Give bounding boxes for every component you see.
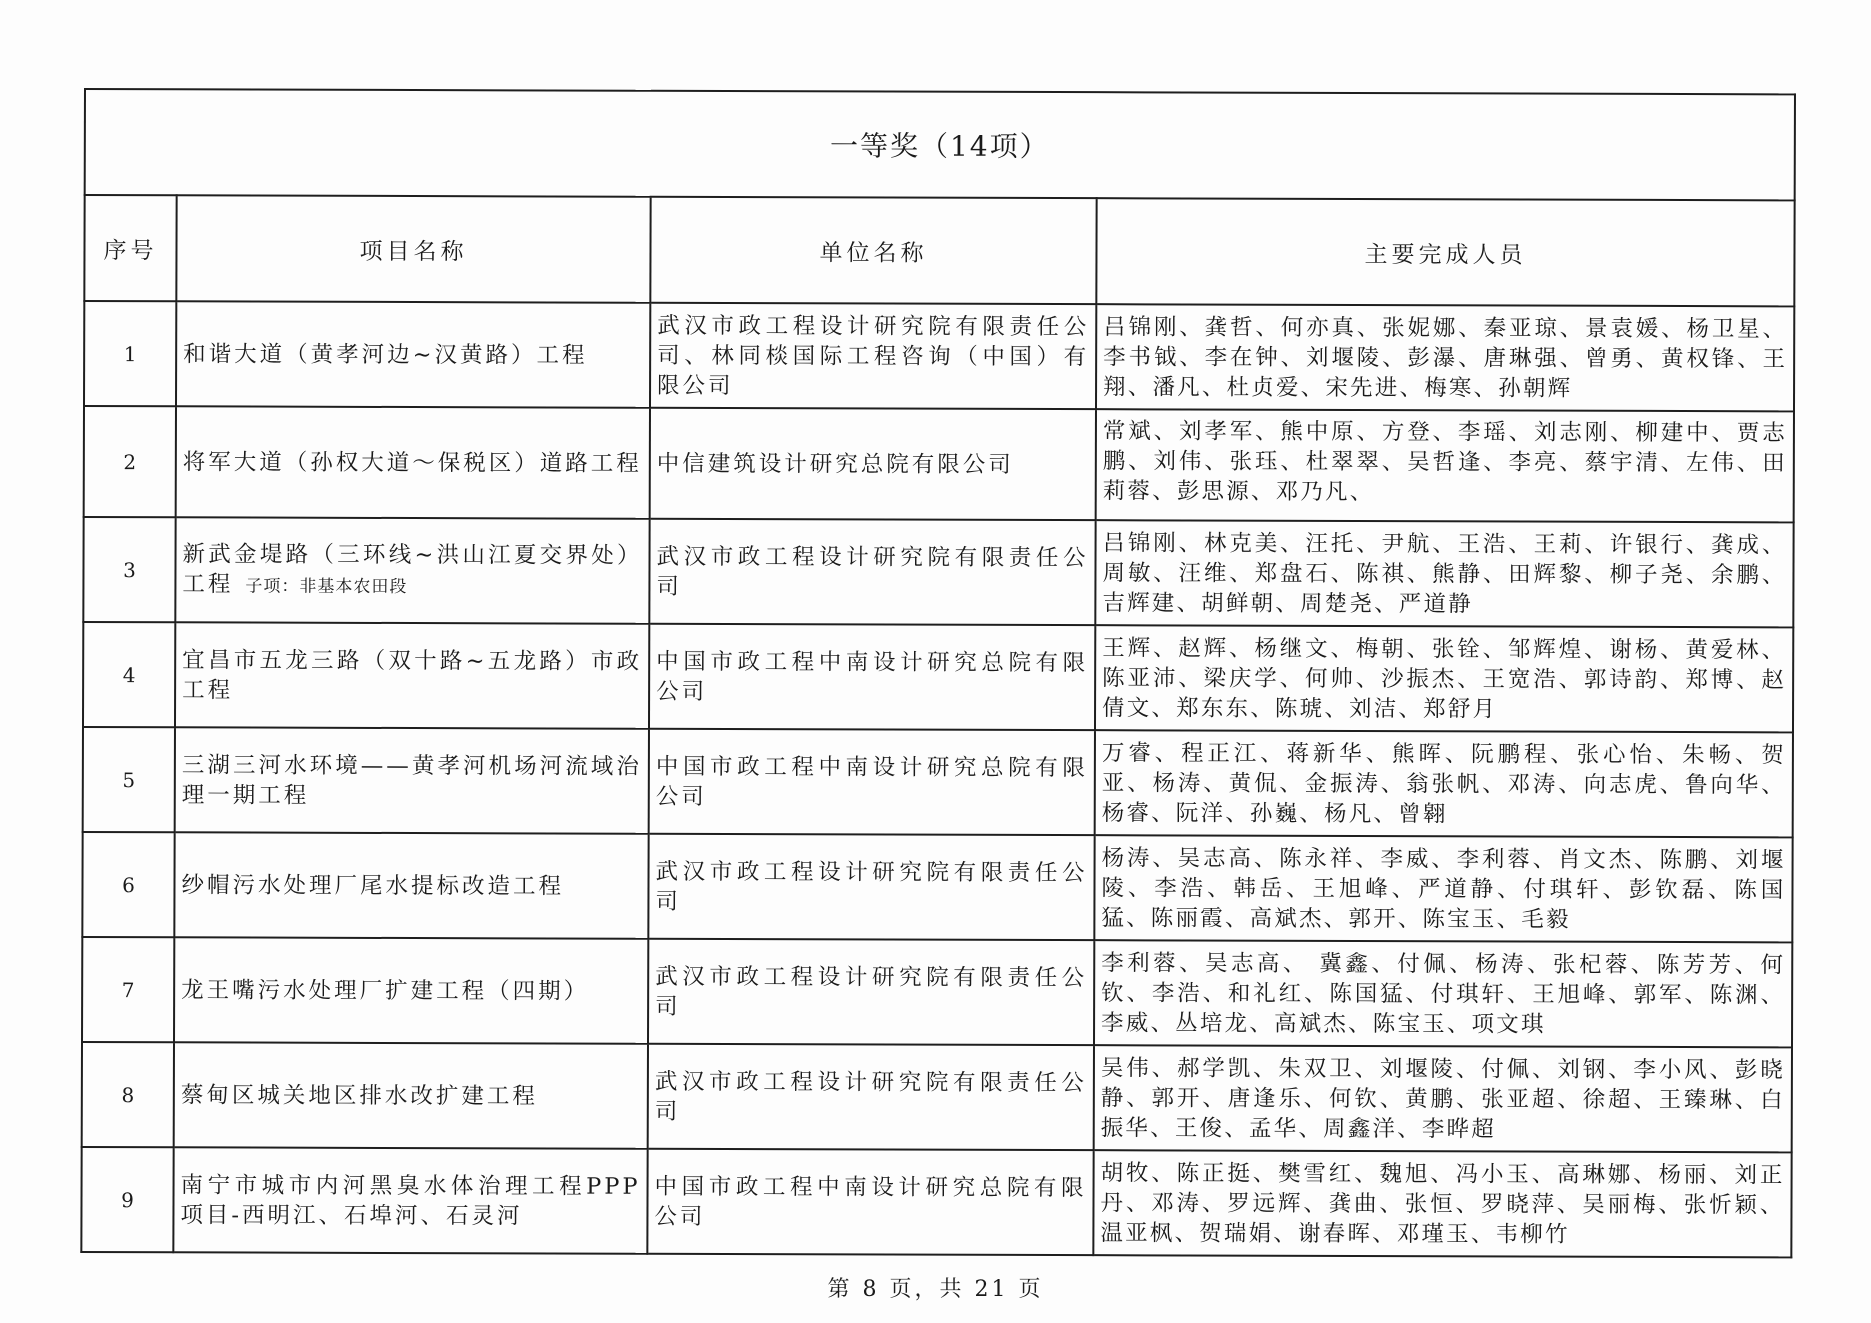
project-name: 三湖三河水环境——黄孝河机场河流域治理一期工程 — [181, 751, 642, 809]
row-project — [173, 1147, 647, 1253]
row-seq: 9 — [81, 1147, 173, 1252]
row-project — [174, 832, 648, 938]
row-unit: 武汉市政工程设计研究院有限责任公司 — [648, 1044, 1094, 1150]
table-row — [83, 727, 1793, 837]
row-project — [174, 1042, 648, 1148]
row-unit: 武汉市政工程设计研究院有限责任公司 — [648, 939, 1094, 1045]
row-seq: 7 — [82, 937, 174, 1042]
table-row — [83, 517, 1793, 627]
row-project — [176, 301, 650, 407]
row-unit: 中国市政工程中南设计研究总院有限公司 — [647, 1149, 1093, 1255]
row-project — [174, 937, 648, 1043]
row-unit: 中信建筑设计研究总院有限公司 — [650, 408, 1096, 520]
page-number-footer: 第 8 页，共 21 页 — [827, 1277, 1044, 1302]
table-row — [82, 832, 1792, 942]
table-row — [83, 622, 1793, 732]
row-unit: 武汉市政工程设计研究院有限责任公司 — [649, 519, 1095, 625]
row-unit: 中国市政工程中南设计研究总院有限公司 — [649, 729, 1095, 835]
table-row — [84, 406, 1794, 522]
row-people: 吕锦刚、龚哲、何亦真、张妮娜、秦亚琼、景袁媛、杨卫星、李书钺、李在钟、刘堰陵、彭瀑、唐琳强、曾勇、黄权锋、王翔、潘凡、杜贞爱、宋先进、梅寒、孙朝辉 — [1096, 304, 1794, 411]
header-unit: 单位名称 — [650, 197, 1096, 304]
project-name: 南宁市城市内河黑臭水体治理工程PPP项目-西明江、石埠河、石灵河 — [180, 1171, 641, 1229]
award-table — [80, 88, 1796, 1258]
project-name: 蔡甸区城关地区排水改扩建工程 — [180, 1081, 538, 1109]
row-people: 吴伟、郝学凯、朱双卫、刘堰陵、付佩、刘钢、李小风、彭晓静、郭开、唐逢乐、何钦、黄鹏、张亚超、徐超、王臻琳、白振华、王俊、孟华、周鑫洋、李晔超 — [1094, 1045, 1792, 1152]
row-people: 杨涛、吴志高、陈永祥、李威、李利蓉、肖文杰、陈鹏、刘堰陵、李浩、韩岳、王旭峰、严道静、付琪轩、彭钦磊、陈国猛、陈丽霞、高斌杰、郭开、陈宝玉、毛毅 — [1094, 835, 1792, 942]
row-seq: 1 — [84, 301, 176, 406]
table-row — [84, 301, 1794, 411]
section-title: 一等奖（14项） — [85, 89, 1795, 200]
project-name: 新武金堤路（三环线~洪山江夏交界处）工程 — [182, 540, 643, 597]
table-row — [82, 1042, 1792, 1152]
row-people: 常斌、刘孝军、熊中原、方登、李瑶、刘志刚、柳建中、贾志鹏、刘伟、张珏、杜翠翠、吴哲逢、李亮、蔡宇清、左伟、田莉蓉、彭思源、邓乃凡、 — [1096, 409, 1794, 522]
row-project — [175, 517, 649, 623]
project-name: 和谐大道（黄孝河边~汉黄路）工程 — [183, 340, 588, 369]
project-name: 将军大道（孙权大道～保税区）道路工程 — [182, 448, 642, 477]
header-row — [84, 195, 1794, 306]
row-people: 万睿、程正江、蒋新华、熊晖、阮鹏程、张心怡、朱畅、贺亚、杨涛、黄侃、金振涛、翁张帆、邓涛、向志虎、鲁向华、杨睿、阮洋、孙巍、杨凡、曾翱 — [1095, 730, 1793, 837]
row-people: 胡牧、陈正挺、樊雪红、魏旭、冯小玉、高琳娜、杨丽、刘正丹、邓涛、罗远辉、龚曲、张恒、罗晓萍、吴丽梅、张忻颖、温亚枫、贺瑞娟、谢春晖、邓瑾玉、韦柳竹 — [1093, 1150, 1791, 1257]
row-people: 李利蓉、吴志高、 冀鑫、付佩、杨涛、张杞蓉、陈芳芳、何钦、李浩、和礼红、陈国猛、付琪轩、王旭峰、郭军、陈渊、李威、丛培龙、高斌杰、陈宝玉、项文琪 — [1094, 940, 1792, 1047]
row-people: 王辉、赵辉、杨继文、梅朝、张铨、邹辉煌、谢杨、黄爱林、陈亚沛、梁庆学、何帅、沙振杰、王宽浩、郭诗韵、郑博、赵倩文、郑东东、陈琥、刘洁、郑舒月 — [1095, 625, 1793, 732]
row-project — [175, 727, 649, 833]
project-name: 宜昌市五龙三路（双十路~五龙路）市政工程 — [182, 646, 643, 703]
row-seq: 8 — [82, 1042, 174, 1147]
project-subitem-note: 子项：非基本农田段 — [245, 576, 408, 597]
row-unit: 中国市政工程中南设计研究总院有限公司 — [649, 624, 1095, 730]
row-seq: 2 — [84, 406, 176, 517]
row-project — [175, 622, 649, 728]
row-project — [176, 406, 650, 518]
project-name: 龙王嘴污水处理厂扩建工程（四期） — [181, 976, 590, 1005]
row-people: 吕锦刚、林克美、汪托、尹航、王浩、王莉、许银行、龚成、周敏、汪维、郑盘石、陈祺、熊静、田辉黎、柳子尧、余鹏、吉辉建、胡鲜朝、周楚尧、严道静 — [1095, 520, 1793, 627]
row-seq: 4 — [83, 622, 175, 727]
header-project: 项目名称 — [176, 195, 650, 302]
header-seq: 序号 — [84, 195, 176, 301]
project-name: 纱帽污水处理厂尾水提标改造工程 — [181, 871, 565, 900]
row-seq: 5 — [83, 727, 175, 832]
table-row — [82, 937, 1792, 1047]
section-title-row — [85, 89, 1795, 200]
row-seq: 3 — [83, 517, 175, 622]
row-seq: 6 — [82, 832, 174, 937]
row-unit: 武汉市政工程设计研究院有限责任公司、林同棪国际工程咨询（中国）有限公司 — [650, 303, 1096, 409]
row-unit: 武汉市政工程设计研究院有限责任公司 — [648, 834, 1094, 940]
table-row — [81, 1147, 1791, 1257]
header-people: 主要完成人员 — [1096, 198, 1794, 306]
